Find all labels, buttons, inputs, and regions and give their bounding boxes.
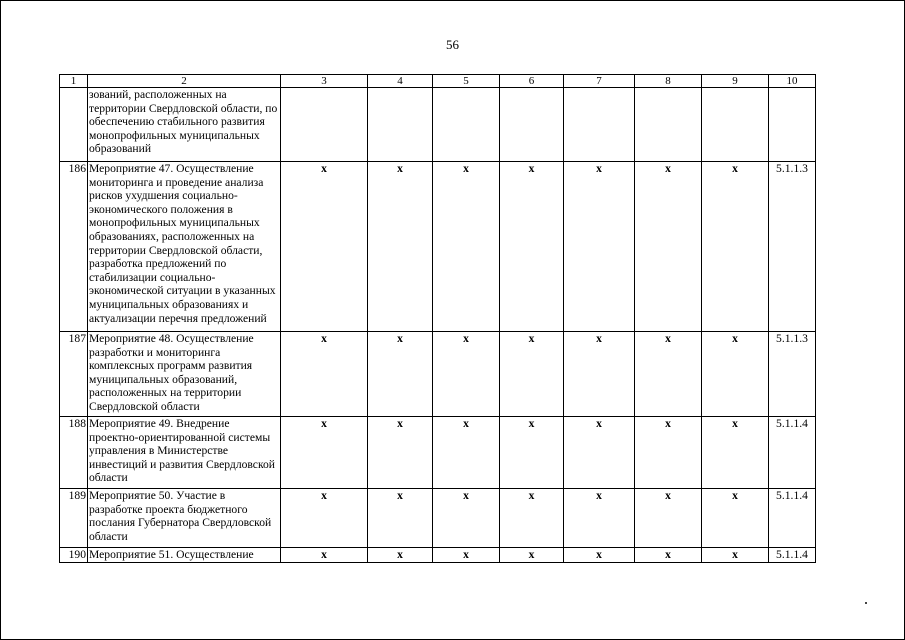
row-mark: х: [433, 417, 500, 489]
row-mark: [433, 88, 500, 162]
row-mark: х: [635, 162, 702, 332]
row-mark: х: [281, 489, 368, 548]
row-mark: х: [635, 332, 702, 417]
row-mark: х: [635, 548, 702, 563]
row-mark: х: [281, 332, 368, 417]
table-row: [60, 162, 816, 332]
column-header: 2: [88, 75, 281, 88]
row-number: 187: [60, 332, 88, 417]
scan-speck: [865, 602, 867, 604]
row-mark: [368, 88, 433, 162]
row-mark: х: [564, 417, 635, 489]
row-mark: х: [281, 417, 368, 489]
row-code: 5.1.1.4: [769, 489, 816, 548]
row-code: 5.1.1.3: [769, 332, 816, 417]
row-text: Мероприятие 48. Осуществление разработки и мониторинга комплексных программ развития муниципальных образований, расположенных на территории Свердловской области: [88, 332, 281, 417]
measures-table: [59, 74, 816, 563]
row-mark: х: [564, 548, 635, 563]
row-number: 190: [60, 548, 88, 563]
row-mark: х: [500, 417, 564, 489]
row-mark: х: [500, 489, 564, 548]
table-row: [60, 548, 816, 563]
table-row: [60, 88, 816, 162]
row-text: Мероприятие 49. Внедрение проектно-ориентированной системы управления в Министерстве инвестиций и развития Свердловской области: [88, 417, 281, 489]
column-header: 10: [769, 75, 816, 88]
row-mark: х: [564, 489, 635, 548]
row-mark: [635, 88, 702, 162]
row-mark: х: [368, 162, 433, 332]
column-header: 1: [60, 75, 88, 88]
table-row: [60, 489, 816, 548]
row-number: [60, 88, 88, 162]
row-mark: х: [500, 548, 564, 563]
column-header: 8: [635, 75, 702, 88]
row-mark: [702, 88, 769, 162]
table-row: [60, 417, 816, 489]
row-code: 5.1.1.4: [769, 548, 816, 563]
column-header: 3: [281, 75, 368, 88]
row-mark: х: [702, 162, 769, 332]
row-mark: х: [281, 162, 368, 332]
column-header: 4: [368, 75, 433, 88]
column-header: 9: [702, 75, 769, 88]
row-mark: [281, 88, 368, 162]
row-mark: х: [564, 332, 635, 417]
row-mark: х: [368, 332, 433, 417]
row-mark: х: [368, 417, 433, 489]
row-mark: х: [433, 162, 500, 332]
row-mark: [564, 88, 635, 162]
row-mark: х: [635, 417, 702, 489]
row-mark: х: [635, 489, 702, 548]
row-number: 186: [60, 162, 88, 332]
row-mark: х: [433, 332, 500, 417]
row-text: Мероприятие 51. Осуществление: [88, 548, 281, 563]
row-code: [769, 88, 816, 162]
row-mark: х: [368, 548, 433, 563]
row-mark: [500, 88, 564, 162]
column-header: 6: [500, 75, 564, 88]
row-mark: х: [433, 489, 500, 548]
column-header: 7: [564, 75, 635, 88]
row-code: 5.1.1.4: [769, 417, 816, 489]
row-number: 188: [60, 417, 88, 489]
row-mark: х: [564, 162, 635, 332]
row-mark: х: [500, 162, 564, 332]
row-mark: х: [702, 417, 769, 489]
table-header-row: [60, 75, 816, 88]
row-mark: х: [702, 548, 769, 563]
table-row: [60, 332, 816, 417]
row-mark: х: [433, 548, 500, 563]
column-header: 5: [433, 75, 500, 88]
row-mark: х: [702, 489, 769, 548]
row-mark: х: [281, 548, 368, 563]
row-code: 5.1.1.3: [769, 162, 816, 332]
row-mark: х: [368, 489, 433, 548]
row-text: Мероприятие 50. Участие в разработке проекта бюджетного послания Губернатора Свердловской области: [88, 489, 281, 548]
row-text: зований, расположенных на территории Свердловской области, по обеспечению стабильного развития монопрофильных муниципальных образований: [88, 88, 281, 162]
row-number: 189: [60, 489, 88, 548]
row-mark: х: [702, 332, 769, 417]
page-number: 56: [446, 37, 459, 52]
row-mark: х: [500, 332, 564, 417]
row-text: Мероприятие 47. Осуществление мониторинга и проведение анализа рисков ухудшения социально-экономического положения в монопрофильных муниципальных образованиях, расположенных на территории Свердловской области, разработка предложений по стабилизации социально-экономической ситуации в указанных муниципальных образованиях и актуализации перечня предложений: [88, 162, 281, 332]
